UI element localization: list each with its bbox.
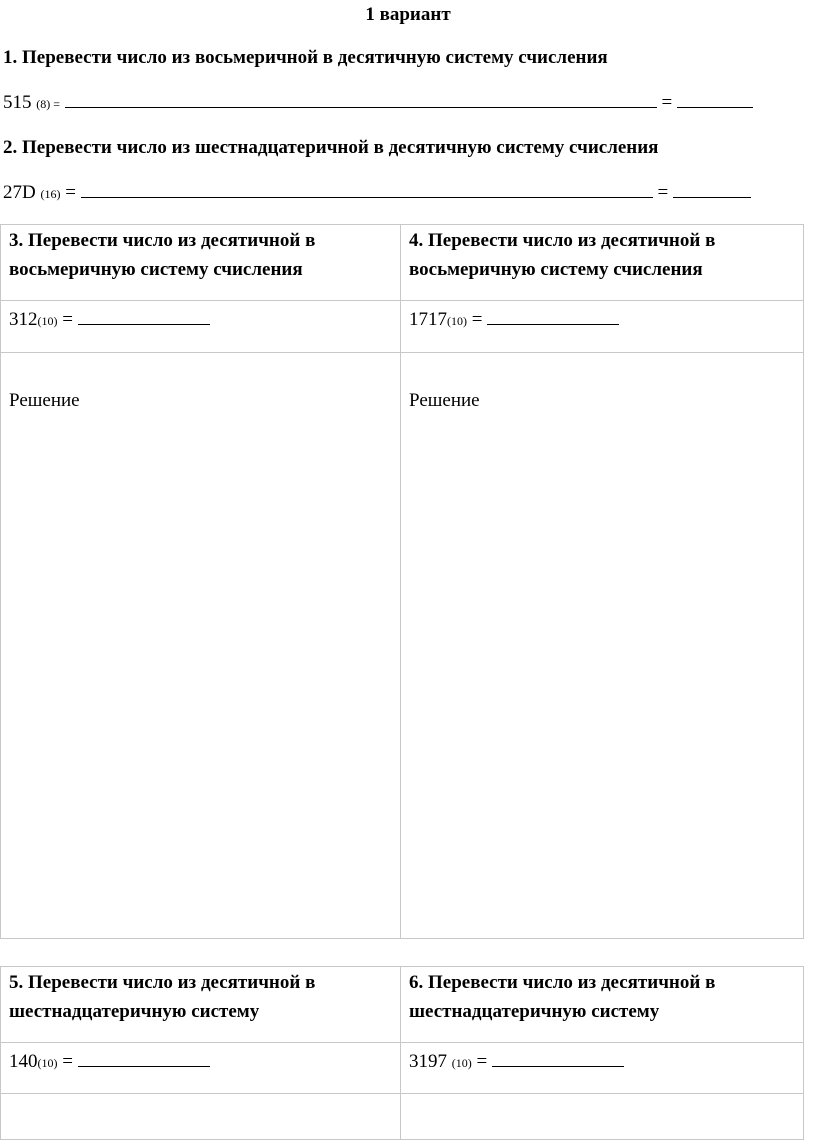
task-4-solution-cell[interactable] [401,353,804,939]
task-5-number: 140 [9,1051,38,1072]
task-3-answer-blank[interactable] [78,310,210,325]
task-4-answer-blank[interactable] [487,310,619,325]
task-2-line [3,182,751,204]
task-2-base: (16) [40,187,61,201]
task-1-base: (8) = [36,97,61,111]
task-6-heading: 6. Перевести число из десятичной в шестнадцатеричную систему [401,967,804,1043]
task-3-base: (10) [37,314,58,328]
task-1-line [3,92,753,114]
task-5-answer-cell [1,1043,401,1094]
task-6-answer-cell [401,1043,804,1094]
task-4-solution-label: Решение [409,390,480,411]
task-5-answer-blank[interactable] [78,1052,210,1067]
task-1-work-blank[interactable] [65,93,657,108]
task-2-equals-2: = [657,182,669,203]
task-3-answer-cell [1,301,401,353]
task-3-number: 312 [9,309,38,330]
task-5-heading: 5. Перевести число из десятичной в шестнадцатеричную систему [1,967,401,1043]
task-6-equals: = [476,1051,488,1072]
task-4-answer-cell [401,301,804,353]
task-4-equals: = [471,309,483,330]
task-5-base: (10) [37,1056,58,1070]
task-3-heading: 3. Перевести число из десятичной в восьмеричную систему счисления [1,225,401,301]
task-2-number: 27D [3,182,36,203]
task-3-solution-cell[interactable] [1,353,401,939]
task-4-base: (10) [447,314,467,328]
variant-title: 1 вариант [365,4,451,25]
task-2-heading: 2. Перевести число из шестнадцатеричной в десятичную систему счисления [3,137,659,158]
task-1-number: 515 [3,92,32,113]
tasks-5-6-table [0,966,804,1140]
task-2-equals-1: = [65,182,76,203]
tasks-3-4-table [0,224,804,939]
task-6-answer-blank[interactable] [492,1052,624,1067]
task-5-equals: = [62,1051,73,1072]
task-1-answer-blank[interactable] [677,93,753,108]
task-3-solution-label: Решение [9,390,80,411]
task-3-equals: = [62,309,73,330]
task-6-number: 3197 [409,1051,447,1072]
task-5-solution-cell[interactable] [1,1094,401,1140]
task-6-base: (10) [451,1056,472,1070]
task-2-work-blank[interactable] [81,183,653,198]
task-4-heading: 4. Перевести число из десятичной в восьмеричную систему счисления [401,225,804,301]
task-2-answer-blank[interactable] [673,183,751,198]
task-1-equals: = [661,92,673,113]
task-1-heading: 1. Перевести число из восьмеричной в десятичную систему счисления [3,47,608,68]
task-4-number: 1717 [409,309,447,330]
task-6-solution-cell[interactable] [401,1094,804,1140]
